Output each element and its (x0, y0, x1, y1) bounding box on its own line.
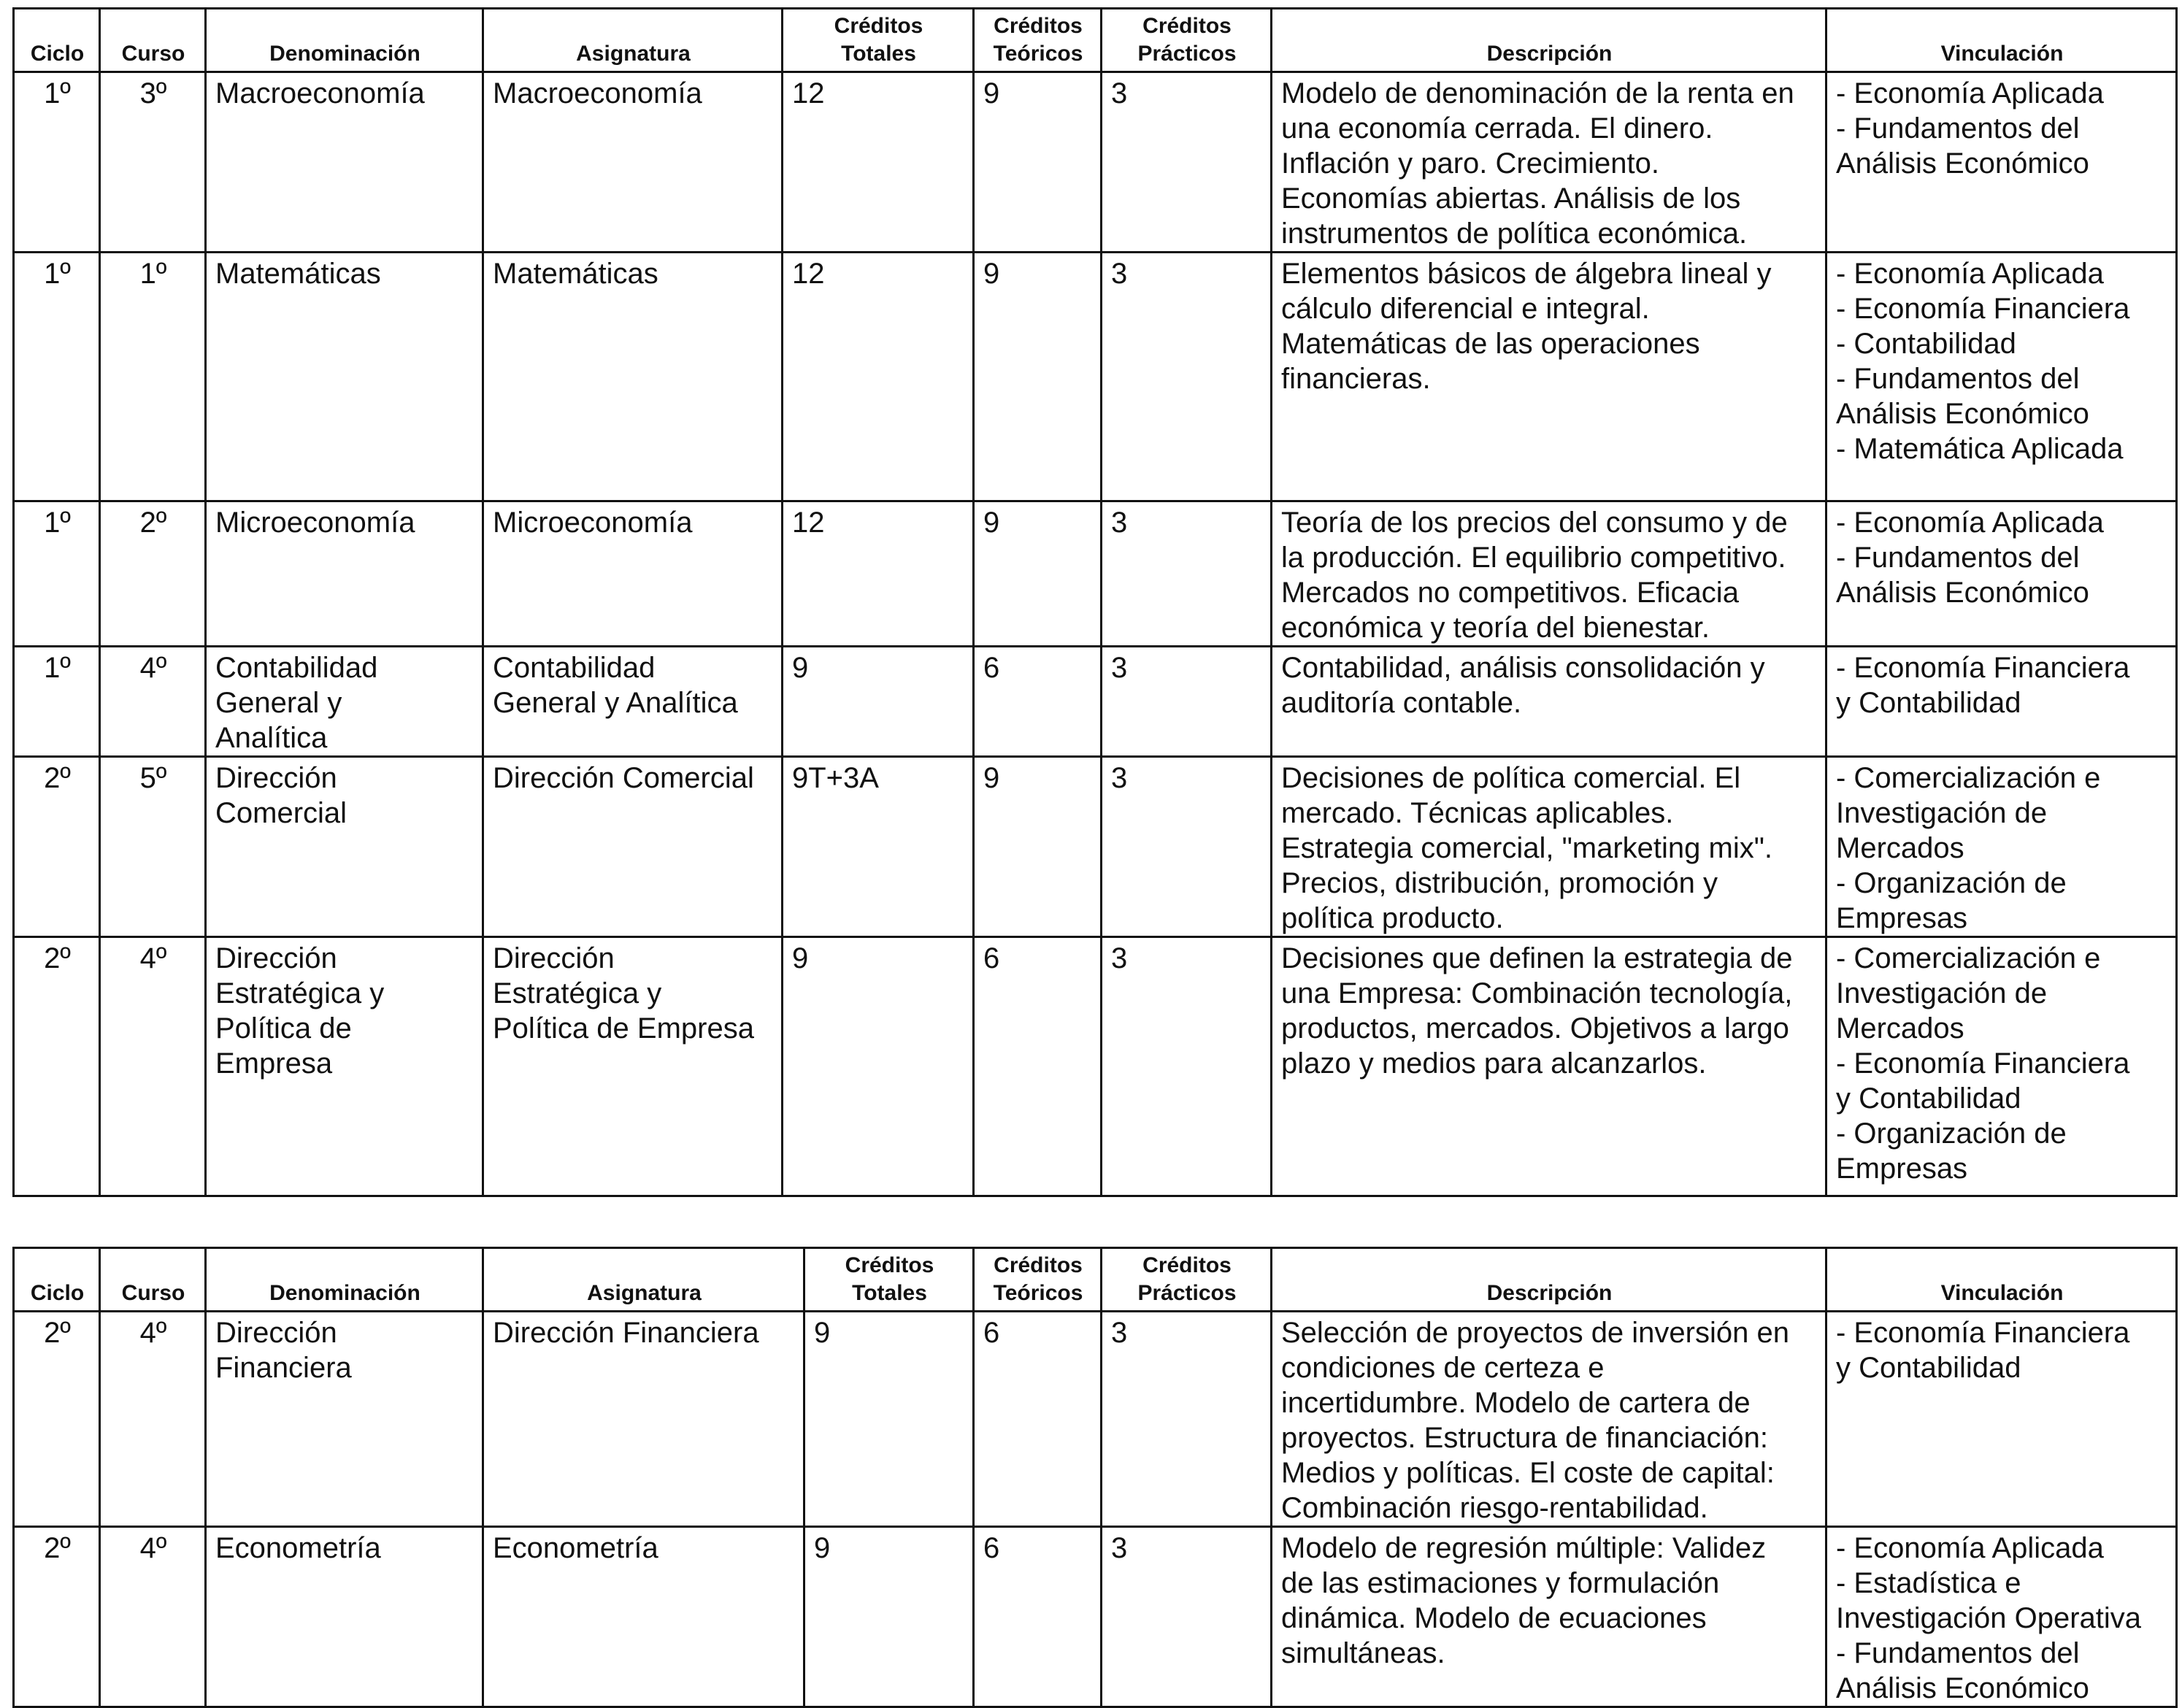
subjects-table-1 (12, 7, 2178, 1197)
cell-vinculacion: - Economía Aplicada - Fundamentos del Análisis Económico (1826, 72, 2177, 253)
header-creditos-teoricos: Créditos Teóricos (974, 1248, 1102, 1312)
cell-creditos-totales: 12 (783, 72, 974, 253)
cell-vinculacion: - Economía Aplicada - Fundamentos del Análisis Económico (1826, 501, 2177, 647)
header-denominacion: Denominación (206, 1248, 483, 1312)
cell-curso: 4º (100, 1527, 206, 1707)
cell-creditos-totales: 9T+3A (783, 757, 974, 937)
cell-denominacion: Econometría (206, 1527, 483, 1707)
cell-denominacion: Contabilidad General y Analítica (206, 647, 483, 757)
cell-curso: 4º (100, 1312, 206, 1527)
cell-asignatura: Contabilidad General y Analítica (483, 647, 783, 757)
cell-descripcion: Teoría de los precios del consumo y de la producción. El equilibrio competitivo. Mercados no competitivos. Eficacia económica y teoría del bienestar. (1272, 501, 1826, 647)
cell-creditos-practicos: 3 (1102, 72, 1272, 253)
header-row (14, 9, 2177, 72)
subjects-table-2 (12, 1247, 2178, 1708)
header-curso: Curso (100, 9, 206, 72)
table-row (14, 72, 2177, 253)
cell-creditos-totales: 12 (783, 501, 974, 647)
cell-ciclo: 1º (14, 647, 100, 757)
cell-creditos-practicos: 3 (1102, 501, 1272, 647)
cell-ciclo: 2º (14, 1312, 100, 1527)
cell-vinculacion: - Economía Aplicada - Economía Financiera - Contabilidad - Fundamentos del Análisis Económico - Matemática Aplicada (1826, 253, 2177, 501)
cell-curso: 5º (100, 757, 206, 937)
table-row (14, 1312, 2177, 1527)
cell-curso: 2º (100, 501, 206, 647)
header-creditos-practicos: Créditos Prácticos (1102, 9, 1272, 72)
cell-descripcion: Modelo de denominación de la renta en una economía cerrada. El dinero. Inflación y paro. Crecimiento. Economías abiertas. Análisis de los instrumentos de política económica. (1272, 72, 1826, 253)
header-row (14, 1248, 2177, 1312)
cell-creditos-practicos: 3 (1102, 1527, 1272, 1707)
cell-vinculacion: - Economía Financiera y Contabilidad (1826, 647, 2177, 757)
cell-creditos-totales: 9 (804, 1527, 974, 1707)
table-row (14, 501, 2177, 647)
cell-creditos-teoricos: 6 (974, 937, 1102, 1196)
header-vinculacion: Vinculación (1826, 1248, 2177, 1312)
cell-asignatura: Matemáticas (483, 253, 783, 501)
cell-creditos-teoricos: 6 (974, 1312, 1102, 1527)
cell-denominacion: Dirección Estratégica y Política de Empresa (206, 937, 483, 1196)
header-asignatura: Asignatura (483, 9, 783, 72)
cell-descripcion: Decisiones de política comercial. El mercado. Técnicas aplicables. Estrategia comercial, "marketing mix". Precios, distribución, promoción y política producto. (1272, 757, 1826, 937)
table-row (14, 757, 2177, 937)
cell-creditos-teoricos: 9 (974, 757, 1102, 937)
cell-asignatura: Dirección Financiera (483, 1312, 804, 1527)
table-row (14, 253, 2177, 501)
cell-curso: 4º (100, 937, 206, 1196)
cell-creditos-teoricos: 9 (974, 253, 1102, 501)
cell-denominacion: Macroeconomía (206, 72, 483, 253)
cell-descripcion: Decisiones que definen la estrategia de una Empresa: Combinación tecnología, productos, mercados. Objetivos a largo plazo y medios para alcanzarlos. (1272, 937, 1826, 1196)
header-creditos-totales: Créditos Totales (783, 9, 974, 72)
cell-asignatura: Econometría (483, 1527, 804, 1707)
cell-ciclo: 1º (14, 253, 100, 501)
cell-ciclo: 1º (14, 501, 100, 647)
cell-denominacion: Dirección Financiera (206, 1312, 483, 1527)
header-curso: Curso (100, 1248, 206, 1312)
cell-asignatura: Dirección Comercial (483, 757, 783, 937)
cell-creditos-practicos: 3 (1102, 1312, 1272, 1527)
cell-creditos-practicos: 3 (1102, 253, 1272, 501)
cell-denominacion: Matemáticas (206, 253, 483, 501)
header-creditos-practicos: Créditos Prácticos (1102, 1248, 1272, 1312)
header-vinculacion: Vinculación (1826, 9, 2177, 72)
header-ciclo: Ciclo (14, 9, 100, 72)
cell-ciclo: 1º (14, 72, 100, 253)
cell-descripcion: Elementos básicos de álgebra lineal y cálculo diferencial e integral. Matemáticas de las operaciones financieras. (1272, 253, 1826, 501)
cell-curso: 4º (100, 647, 206, 757)
header-creditos-teoricos: Créditos Teóricos (974, 9, 1102, 72)
table-row (14, 647, 2177, 757)
cell-ciclo: 2º (14, 937, 100, 1196)
cell-denominacion: Microeconomía (206, 501, 483, 647)
header-descripcion: Descripción (1272, 1248, 1826, 1312)
cell-vinculacion: - Comercialización e Investigación de Mercados - Economía Financiera y Contabilidad - Organización de Empresas (1826, 937, 2177, 1196)
cell-creditos-practicos: 3 (1102, 647, 1272, 757)
cell-asignatura: Microeconomía (483, 501, 783, 647)
cell-creditos-practicos: 3 (1102, 937, 1272, 1196)
cell-vinculacion: - Economía Aplicada - Estadística e Investigación Operativa - Fundamentos del Análisis Económico (1826, 1527, 2177, 1707)
cell-asignatura: Dirección Estratégica y Política de Empresa (483, 937, 783, 1196)
cell-ciclo: 2º (14, 757, 100, 937)
cell-creditos-totales: 9 (804, 1312, 974, 1527)
cell-asignatura: Macroeconomía (483, 72, 783, 253)
header-asignatura: Asignatura (483, 1248, 804, 1312)
cell-curso: 3º (100, 72, 206, 253)
cell-descripcion: Modelo de regresión múltiple: Validez de las estimaciones y formulación dinámica. Modelo de ecuaciones simultáneas. (1272, 1527, 1826, 1707)
table-row (14, 1527, 2177, 1707)
header-creditos-totales: Créditos Totales (804, 1248, 974, 1312)
cell-creditos-teoricos: 9 (974, 72, 1102, 253)
cell-denominacion: Dirección Comercial (206, 757, 483, 937)
cell-vinculacion: - Economía Financiera y Contabilidad (1826, 1312, 2177, 1527)
cell-curso: 1º (100, 253, 206, 501)
cell-creditos-teoricos: 6 (974, 1527, 1102, 1707)
cell-vinculacion: - Comercialización e Investigación de Mercados - Organización de Empresas (1826, 757, 2177, 937)
table-row (14, 937, 2177, 1196)
cell-descripcion: Contabilidad, análisis consolidación y auditoría contable. (1272, 647, 1826, 757)
cell-creditos-teoricos: 6 (974, 647, 1102, 757)
cell-descripcion: Selección de proyectos de inversión en condiciones de certeza e incertidumbre. Modelo de cartera de proyectos. Estructura de financiación: Medios y políticas. El coste de capital: Combinación riesgo-rentabilidad. (1272, 1312, 1826, 1527)
cell-ciclo: 2º (14, 1527, 100, 1707)
header-denominacion: Denominación (206, 9, 483, 72)
cell-creditos-totales: 9 (783, 937, 974, 1196)
cell-creditos-practicos: 3 (1102, 757, 1272, 937)
cell-creditos-totales: 12 (783, 253, 974, 501)
cell-creditos-teoricos: 9 (974, 501, 1102, 647)
header-descripcion: Descripción (1272, 9, 1826, 72)
header-ciclo: Ciclo (14, 1248, 100, 1312)
cell-creditos-totales: 9 (783, 647, 974, 757)
